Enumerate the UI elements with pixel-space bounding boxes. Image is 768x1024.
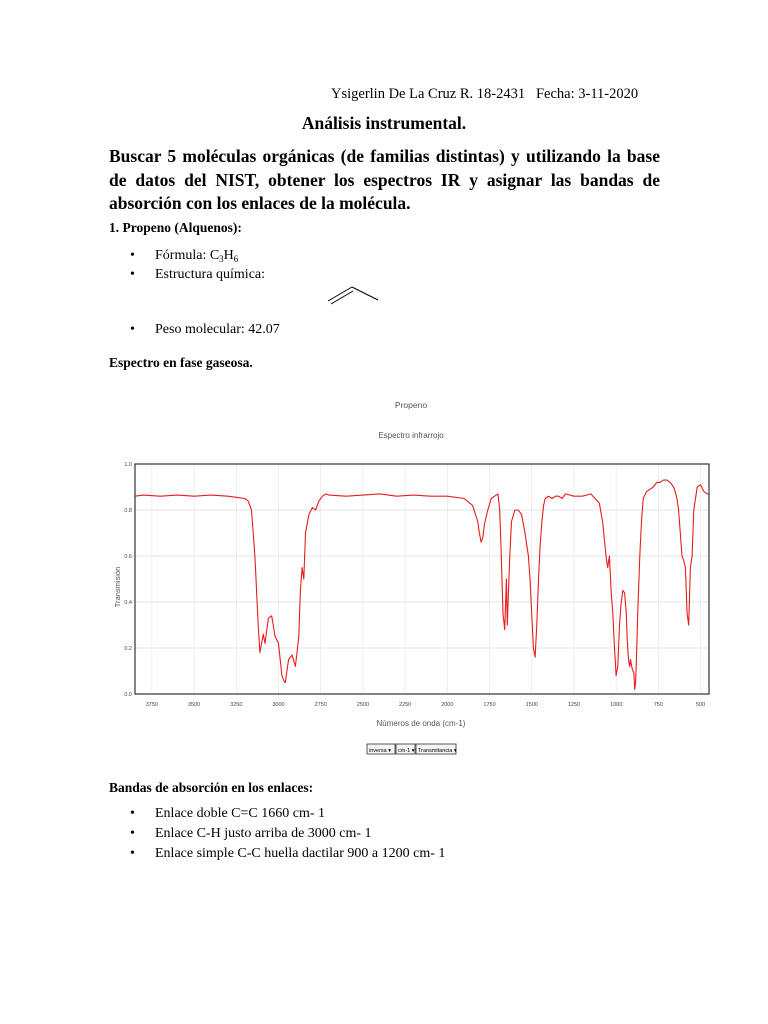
x-tick-label: 2250: [398, 702, 412, 708]
formula-label: Fórmula: C: [155, 248, 220, 263]
x-tick-label: 1250: [567, 702, 581, 708]
y-tick-label: 0.4: [124, 600, 132, 606]
x-tick-label: 750: [653, 702, 663, 708]
y-axis-label: Transmisión: [113, 566, 122, 608]
chart-title: Propeno: [394, 400, 428, 410]
spectrum-heading: Espectro en fase gaseosa.: [109, 355, 253, 370]
ir-spectrum-chart: [108, 382, 712, 768]
bands-list: [109, 806, 609, 866]
band-item-cc-double: • Enlace doble C=C 1660 cm- 1: [109, 806, 609, 826]
select-mode-label: Transmitancia ▾: [418, 748, 457, 754]
select-scale-label: inversa ▾: [369, 748, 392, 754]
task-statement: Buscar 5 moléculas orgánicas (de familias distintas) y utilizando la base de datos del NIST, obtener los espectros IR y asignar las bandas de absorción con los enlaces de la molécula.: [109, 146, 660, 213]
x-tick-label: 500: [695, 702, 706, 708]
x-tick-label: 2000: [441, 702, 454, 708]
formula-h-subscript: 6: [233, 254, 239, 264]
x-tick-label: 1500: [525, 702, 538, 708]
x-axis-label: Números de onda (cm-1): [376, 719, 466, 728]
x-tick-label: 3000: [272, 702, 285, 708]
structure-item: • Estructura química:: [109, 267, 509, 286]
document-title: Análisis instrumental.: [301, 113, 467, 133]
x-tick-label: 2750: [314, 702, 327, 708]
chart-subtitle: Espectro infrarrojo: [378, 431, 444, 440]
x-tick-label: 1000: [610, 702, 623, 708]
weight-item: • Peso molecular: 42.07: [109, 322, 509, 338]
x-tick-label: 3750: [145, 702, 159, 708]
bands-heading: Bandas de absorción en los enlaces:: [109, 780, 314, 795]
section-heading-propeno: 1. Propeno (Alquenos):: [109, 220, 242, 235]
x-tick-label: 1750: [483, 702, 496, 708]
single-bond-line: [352, 287, 378, 300]
x-tick-label: 2500: [356, 702, 370, 708]
formula-item: [109, 248, 509, 267]
y-tick-label: 0.2: [124, 646, 132, 652]
molecule-properties-list: [109, 248, 509, 285]
band-item-cc-single: • Enlace simple C-C huella dactilar 900 a 1200 cm- 1: [109, 846, 609, 866]
author-line: Ysigerlin De La Cruz R. 18-2431 Fecha: 3-11-2020: [331, 86, 639, 102]
x-tick-label: 3250: [230, 702, 243, 708]
chart-controls: [367, 744, 457, 754]
x-tick-label: 3500: [187, 702, 201, 708]
formula-h: H: [223, 248, 234, 263]
y-tick-label: 0.0: [124, 692, 132, 698]
propene-structure-diagram: [326, 282, 382, 306]
band-item-ch: • Enlace C-H justo arriba de 3000 cm- 1: [109, 826, 609, 846]
molecule-weight-list: [109, 322, 509, 338]
select-units-label: cm-1 ▾: [398, 748, 415, 754]
y-tick-label: 1.0: [124, 462, 132, 468]
y-tick-label: 0.6: [124, 554, 132, 560]
y-tick-label: 0.8: [124, 508, 132, 514]
formula-c-subscript: 3: [219, 254, 224, 264]
